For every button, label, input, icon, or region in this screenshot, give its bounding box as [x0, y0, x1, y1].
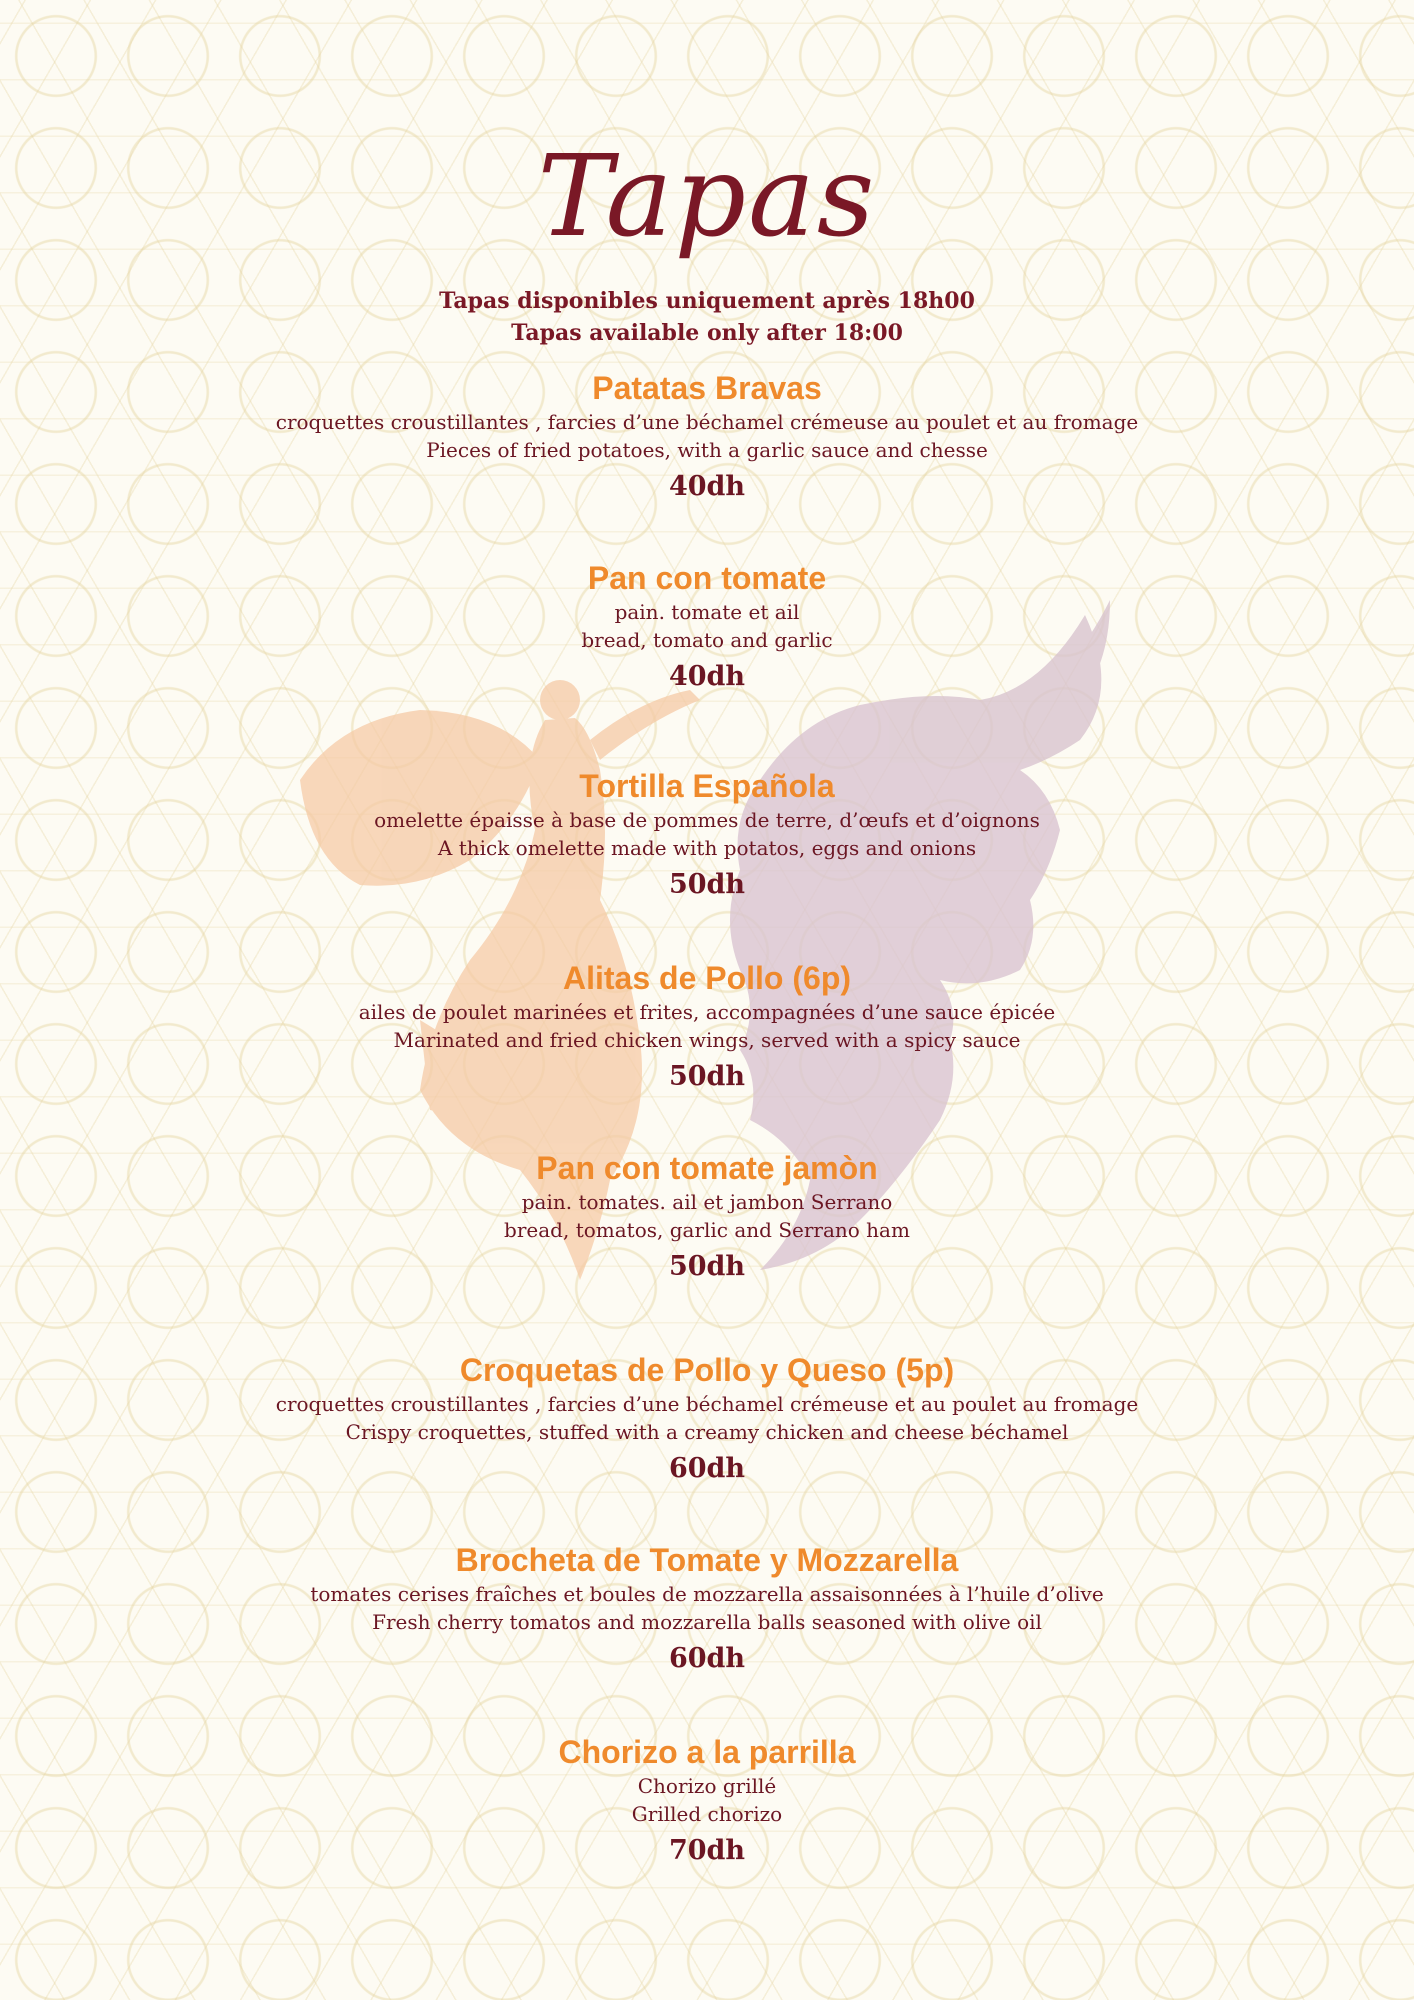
item-desc-fr: omelette épaisse à base de pommes de terre, d’œufs et d’oignons: [374, 808, 1040, 832]
item-name: Patatas Bravas: [592, 370, 822, 406]
item-desc-en: Grilled chorizo: [631, 1802, 783, 1826]
availability-fr: Tapas disponibles uniquement après 18h00: [439, 288, 975, 314]
menu-item: [0, 958, 1414, 1096]
item-name: Tortilla Española: [579, 768, 835, 804]
item-price: 60dh: [668, 1643, 746, 1674]
menu-item: [0, 1148, 1414, 1286]
item-price: 50dh: [668, 1251, 746, 1282]
item-desc-fr: croquettes croustillantes , farcies d’une béchamel crémeuse au poulet et au fromage: [275, 410, 1139, 434]
menu-item: [0, 1350, 1414, 1488]
item-price: 50dh: [668, 869, 746, 900]
item-price: 50dh: [668, 1061, 746, 1092]
item-desc-fr: croquettes croustillantes , farcies d’une béchamel crémeuse et au poulet au fromage: [275, 1392, 1139, 1416]
item-desc-en: bread, tomatos, garlic and Serrano ham: [504, 1218, 910, 1242]
item-desc-fr: Chorizo grillé: [637, 1774, 777, 1798]
item-desc-fr: pain. tomates. ail et jambon Serrano: [521, 1190, 893, 1214]
item-name: Chorizo a la parrilla: [558, 1734, 856, 1770]
item-desc-en: bread, tomato and garlic: [581, 628, 833, 652]
title-text: Tapas: [537, 132, 877, 262]
item-name: Pan con tomate jamòn: [536, 1150, 878, 1186]
item-name: Alitas de Pollo (6p): [562, 960, 852, 996]
menu-item: [0, 1732, 1414, 1870]
item-price: 70dh: [668, 1835, 746, 1866]
menu-item: [0, 1540, 1414, 1678]
item-name: Croquetas de Pollo y Queso (5p): [459, 1352, 955, 1388]
item-desc-en: Marinated and fried chicken wings, served with a spicy sauce: [393, 1028, 1021, 1052]
item-desc-en: Fresh cherry tomatos and mozzarella balls seasoned with olive oil: [372, 1610, 1042, 1634]
item-desc-fr: ailes de poulet marinées et frites, accompagnées d’une sauce épicée: [358, 1000, 1056, 1024]
menu-item: [0, 368, 1414, 506]
item-price: 60dh: [668, 1453, 746, 1484]
item-desc-en: Crispy croquettes, stuffed with a creamy chicken and cheese béchamel: [345, 1420, 1069, 1444]
item-desc-en: A thick omelette made with potatos, eggs and onions: [437, 836, 977, 860]
menu-item: [0, 766, 1414, 904]
item-name: Pan con tomate: [587, 560, 827, 596]
availability-en: Tapas available only after 18:00: [511, 320, 903, 346]
menu-item: [0, 558, 1414, 696]
tapas-script-title: [0, 70, 1414, 295]
item-desc-en: Pieces of fried potatoes, with a garlic sauce and chesse: [426, 438, 988, 462]
item-price: 40dh: [668, 471, 746, 502]
item-desc-fr: pain. tomate et ail: [614, 600, 800, 624]
menu-title: [0, 70, 1414, 295]
item-price: 40dh: [668, 661, 746, 692]
item-desc-fr: tomates cerises fraîches et boules de mozzarella assaisonnées à l’huile d’olive: [310, 1582, 1104, 1606]
item-name: Brocheta de Tomate y Mozzarella: [455, 1542, 959, 1578]
